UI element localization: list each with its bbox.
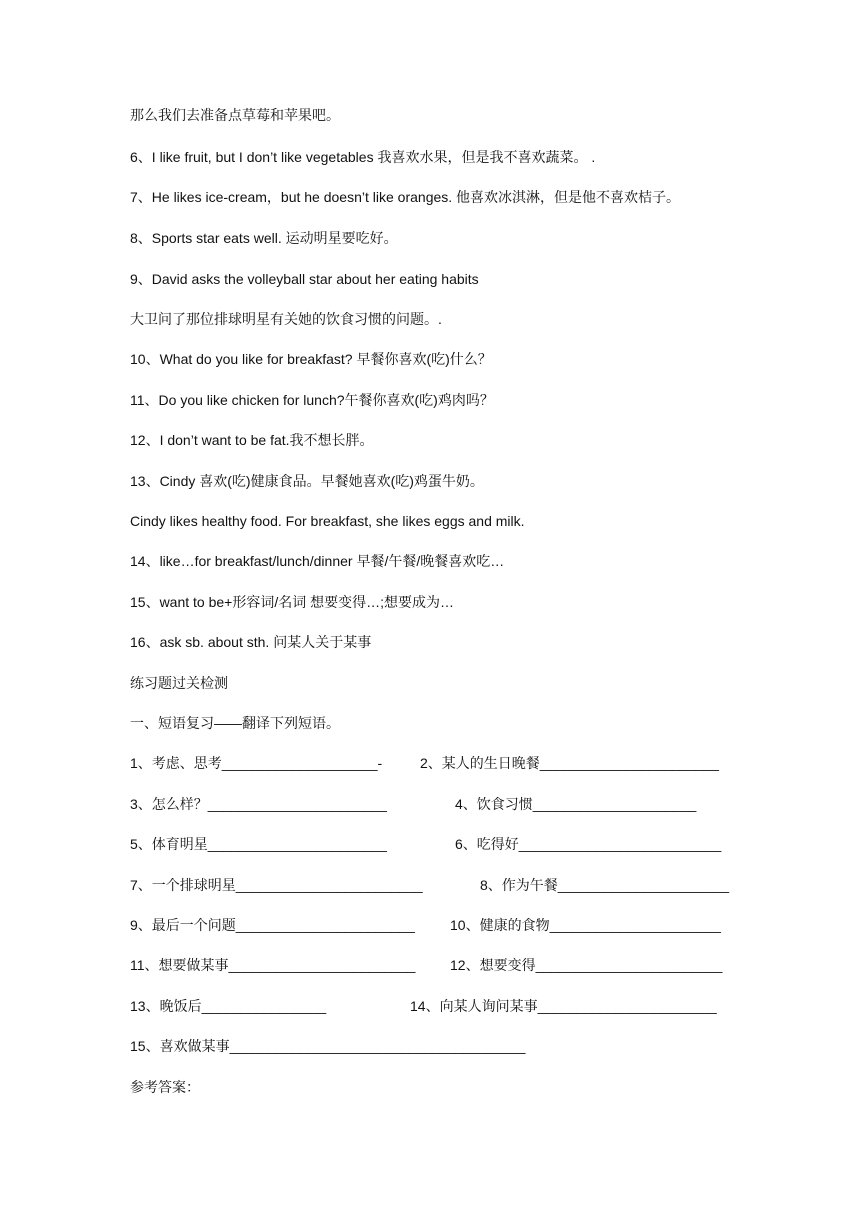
exercise-item: 10、健康的食物______________________ xyxy=(450,917,721,933)
exercise-item: 14、向某人询问某事_______________________ xyxy=(410,998,717,1014)
exercise-item: 7、一个排球明星________________________ xyxy=(130,877,423,893)
exercise-item: 4、饮食习惯_____________________ xyxy=(455,796,697,812)
text-line: 大卫问了那位排球明星有关她的饮食习惯的问题。. xyxy=(130,311,442,327)
exercise-item: 15、喜欢做某事______________________________________ xyxy=(130,1038,526,1054)
text-line: 13、Cindy 喜欢(吃)健康食品。早餐她喜欢(吃)鸡蛋牛奶。 xyxy=(130,473,484,489)
text-line: 8、Sports star eats well. 运动明星要吃好。 xyxy=(130,230,398,246)
exercise-item: 2、某人的生日晚餐_______________________ xyxy=(420,755,719,771)
text-line: 12、I don’t want to be fat.我不想长胖。 xyxy=(130,432,374,448)
answer-label: 参考答案： xyxy=(130,1079,200,1095)
text-line: 15、want to be+形容词/名词 想要变得…;想要成为… xyxy=(130,594,455,610)
section-heading: 练习题过关检测 xyxy=(130,675,228,691)
exercise-item: 5、体育明星_______________________ xyxy=(130,836,387,852)
text-line: 7、He likes ice-cream，but he doesn’t like oranges. 他喜欢冰淇淋，但是他不喜欢桔子。 xyxy=(130,189,681,205)
exercise-item: 9、最后一个问题_______________________ xyxy=(130,917,415,933)
text-line: 16、ask sb. about sth. 问某人关于某事 xyxy=(130,634,372,650)
text-line: 9、David asks the volleyball star about her eating habits xyxy=(130,271,479,287)
text-line: 11、Do you like chicken for lunch?午餐你喜欢(吃)鸡肉吗？ xyxy=(130,392,494,408)
text-line: 6、I like fruit, but I don’t like vegetables 我喜欢水果，但是我不喜欢蔬菜。 . xyxy=(130,149,596,165)
exercise-item: 3、怎么样？_______________________ xyxy=(130,796,387,812)
exercise-item: 8、作为午餐______________________ xyxy=(480,877,730,893)
exercise-item: 13、晚饭后________________ xyxy=(130,998,327,1014)
text-line: 14、like…for breakfast/lunch/dinner 早餐/午餐/晚餐喜欢吃… xyxy=(130,553,505,569)
text-line: 那么我们去准备点草莓和苹果吧。 xyxy=(130,107,340,123)
text-line: Cindy likes healthy food. For breakfast, she likes eggs and milk. xyxy=(130,513,525,529)
exercise-item: 11、想要做某事________________________ xyxy=(130,957,416,973)
text-line: 10、What do you like for breakfast? 早餐你喜欢(吃)什么？ xyxy=(130,351,492,367)
section-subheading: 一、短语复习——翻译下列短语。 xyxy=(130,715,340,731)
exercise-item: 6、吃得好__________________________ xyxy=(455,836,722,852)
exercise-item: 1、考虑、思考____________________- xyxy=(130,755,383,771)
exercise-item: 12、想要变得________________________ xyxy=(450,957,723,973)
